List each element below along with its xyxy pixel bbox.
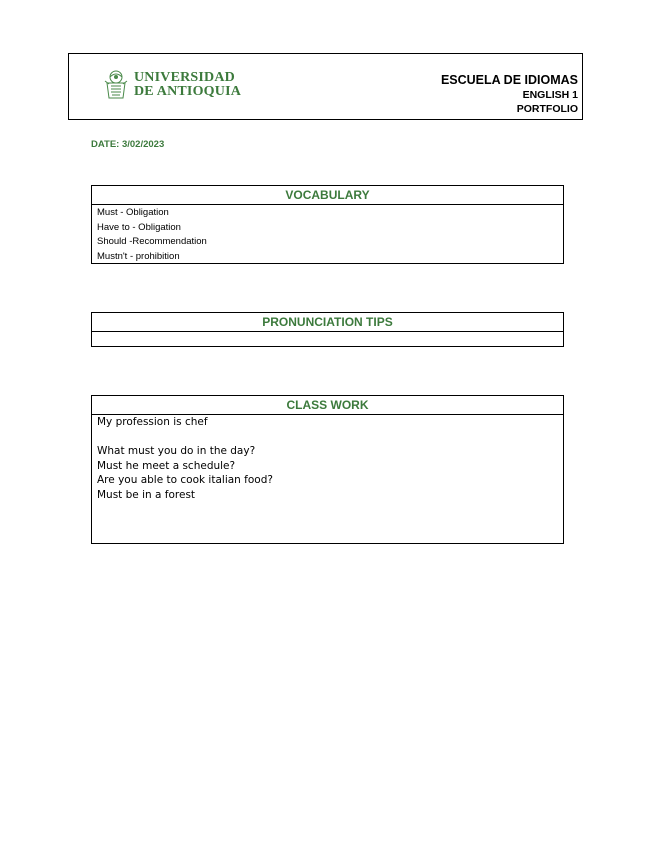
- vocabulary-list: [92, 205, 563, 264]
- document-type: PORTFOLIO: [516, 103, 578, 115]
- classwork-line: [97, 430, 558, 445]
- university-logo: [103, 68, 241, 102]
- document-header: [68, 53, 583, 120]
- vocabulary-title: VOCABULARY: [92, 186, 563, 205]
- logo-text-line2: DE ANTIOQUIA: [134, 84, 242, 99]
- logo-text-line1: UNIVERSIDAD: [134, 70, 235, 85]
- vocabulary-section: [91, 185, 564, 264]
- university-seal-icon: [103, 68, 129, 102]
- vocabulary-item: Must - Obligation: [97, 207, 169, 218]
- classwork-title: CLASS WORK: [92, 396, 563, 415]
- pronunciation-title: PRONUNCIATION TIPS: [92, 313, 563, 332]
- classwork-line: My profession is chef: [97, 416, 208, 428]
- pronunciation-section: [91, 312, 564, 347]
- vocabulary-item: Mustn't - prohibition: [97, 250, 180, 262]
- classwork-line: Must be in a forest: [97, 488, 196, 501]
- course-name: ENGLISH 1: [522, 89, 578, 101]
- vocabulary-item: Should -Recommendation: [97, 236, 207, 247]
- header-course-info: [441, 72, 578, 116]
- classwork-line: Are you able to cook italian food?: [97, 474, 273, 486]
- classwork-line: Must he meet a schedule?: [97, 459, 236, 472]
- classwork-body: [92, 415, 563, 502]
- vocabulary-item: Have to - Obligation: [97, 221, 181, 233]
- classwork-section: [91, 395, 564, 544]
- school-name: ESCUELA DE IDIOMAS: [440, 73, 578, 87]
- document-date: DATE: 3/02/2023: [91, 139, 165, 150]
- classwork-line: What must you do in the day?: [97, 445, 256, 457]
